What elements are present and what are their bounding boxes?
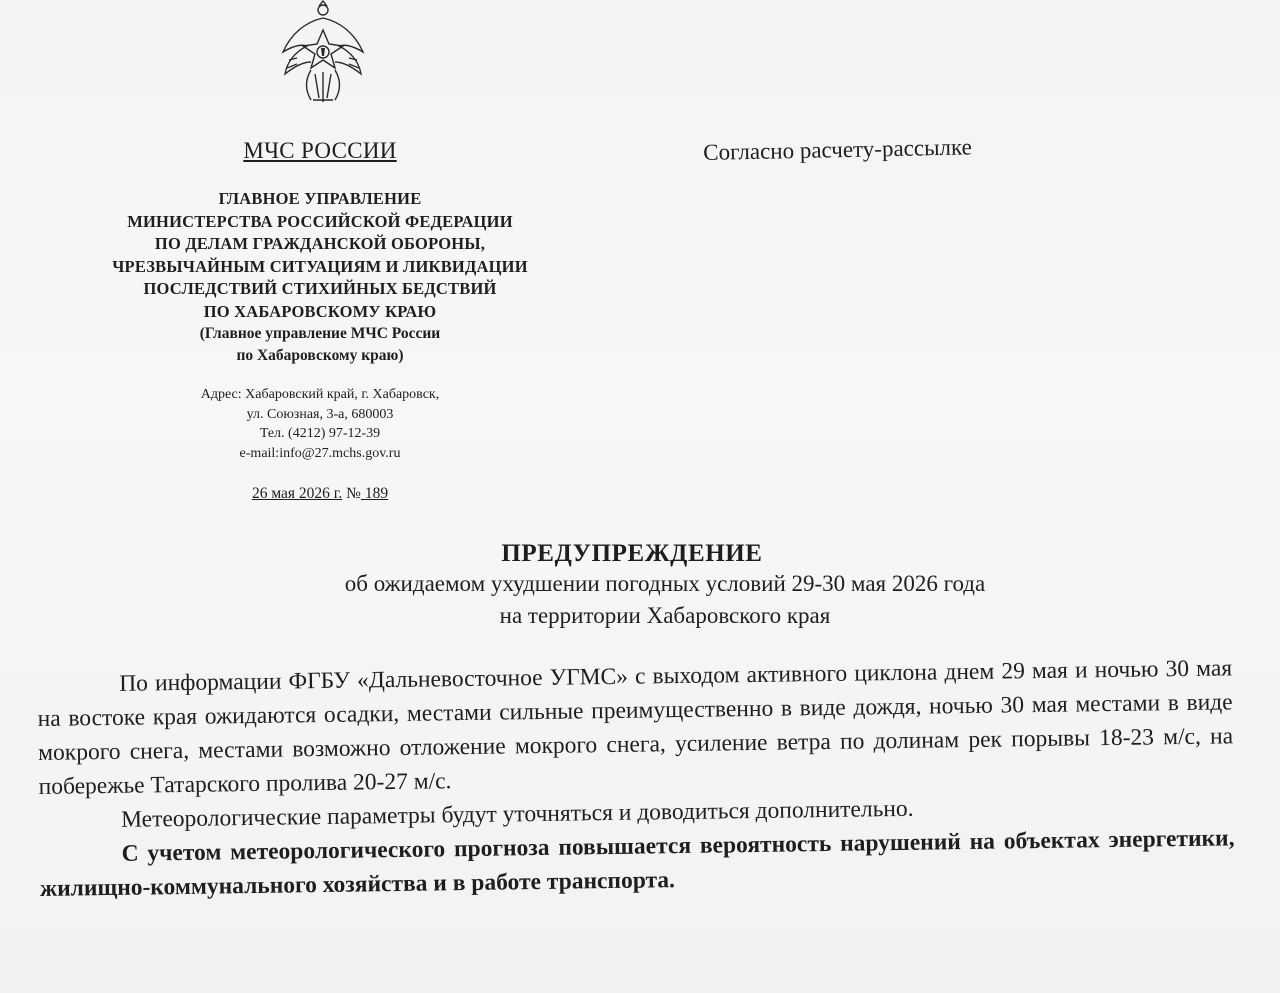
emercom-emblem-icon [275, 0, 371, 106]
phone-line: Тел. (4212) 97-12-39 [259, 426, 381, 441]
org-name-line: ЧРЕЗВЫЧАЙНЫМ СИТУАЦИЯМ И ЛИКВИДАЦИИ [112, 256, 528, 276]
body-paragraph-emphasis: С учетом метеорологического прогноза повышается вероятность нарушений на объектах энергетики, жилищно-коммунального хозяйства и в работе транспорта. [39, 825, 1235, 902]
body-paragraph: Метеорологические параметры будут уточняться и доводиться дополнительно. [120, 795, 914, 833]
document-number-value: 189 [364, 485, 389, 502]
email-line: e-mail:info@27.mchs.gov.ru [239, 445, 401, 461]
document-subtitle-line: об ожидаемом ухудшении погодных условий 29-30 мая 2026 года [344, 571, 986, 596]
address-block [60, 385, 580, 463]
document-number [361, 485, 388, 502]
org-abbreviation-line: (Главное управление МЧС России [199, 325, 441, 342]
document-date: 26 мая 2026 г. [251, 485, 343, 502]
sender-block [60, 138, 580, 503]
org-abbreviation-line: по Хабаровскому краю) [236, 347, 404, 364]
number-label: № [346, 485, 361, 502]
org-name-line: ПО ДЕЛАМ ГРАЖДАНСКОЙ ОБОРОНЫ, [154, 234, 486, 253]
date-number-line [60, 485, 580, 503]
body-paragraph: По информации ФГБУ «Дальневосточное УГМС» с выходом активного циклона днем 29 мая и ночью 30 мая на востоке края ожидаются осадки, местами сильные преимущественно в виде дождя, ночью 30 мая местами в виде мокрого снега, местами возможно отложение мокрого снега, усиление ветра по долинам рек порывы 18-23 м/с, на побережье Татарского пролива 20-27 м/с. [37, 655, 1234, 800]
document-title: ПРЕДУПРЕЖДЕНИЕ [501, 540, 763, 567]
document-body [37, 651, 1235, 906]
org-name-line: ПОСЛЕДСТВИЙ СТИХИЙНЫХ БЕДСТВИЙ [143, 279, 497, 298]
document-subtitle-line: на территории Хабаровского края [499, 603, 831, 628]
address-line: ул. Союзная, 3-а, 680003 [246, 406, 394, 422]
org-name-line: МИНИСТЕРСТВА РОССИЙСКОЙ ФЕДЕРАЦИИ [127, 211, 513, 231]
address-line: Адрес: Хабаровский край, г. Хабаровск, [200, 387, 440, 402]
ministry-short-name: МЧС РОССИИ [243, 138, 397, 163]
org-name-line: ГЛАВНОЕ УПРАВЛЕНИЕ [218, 189, 422, 208]
addressee-line: Согласно расчету-рассылке [703, 134, 973, 165]
org-name-line: ПО ХАБАРОВСКОМУ КРАЮ [203, 301, 437, 321]
document-heading [0, 540, 1280, 632]
